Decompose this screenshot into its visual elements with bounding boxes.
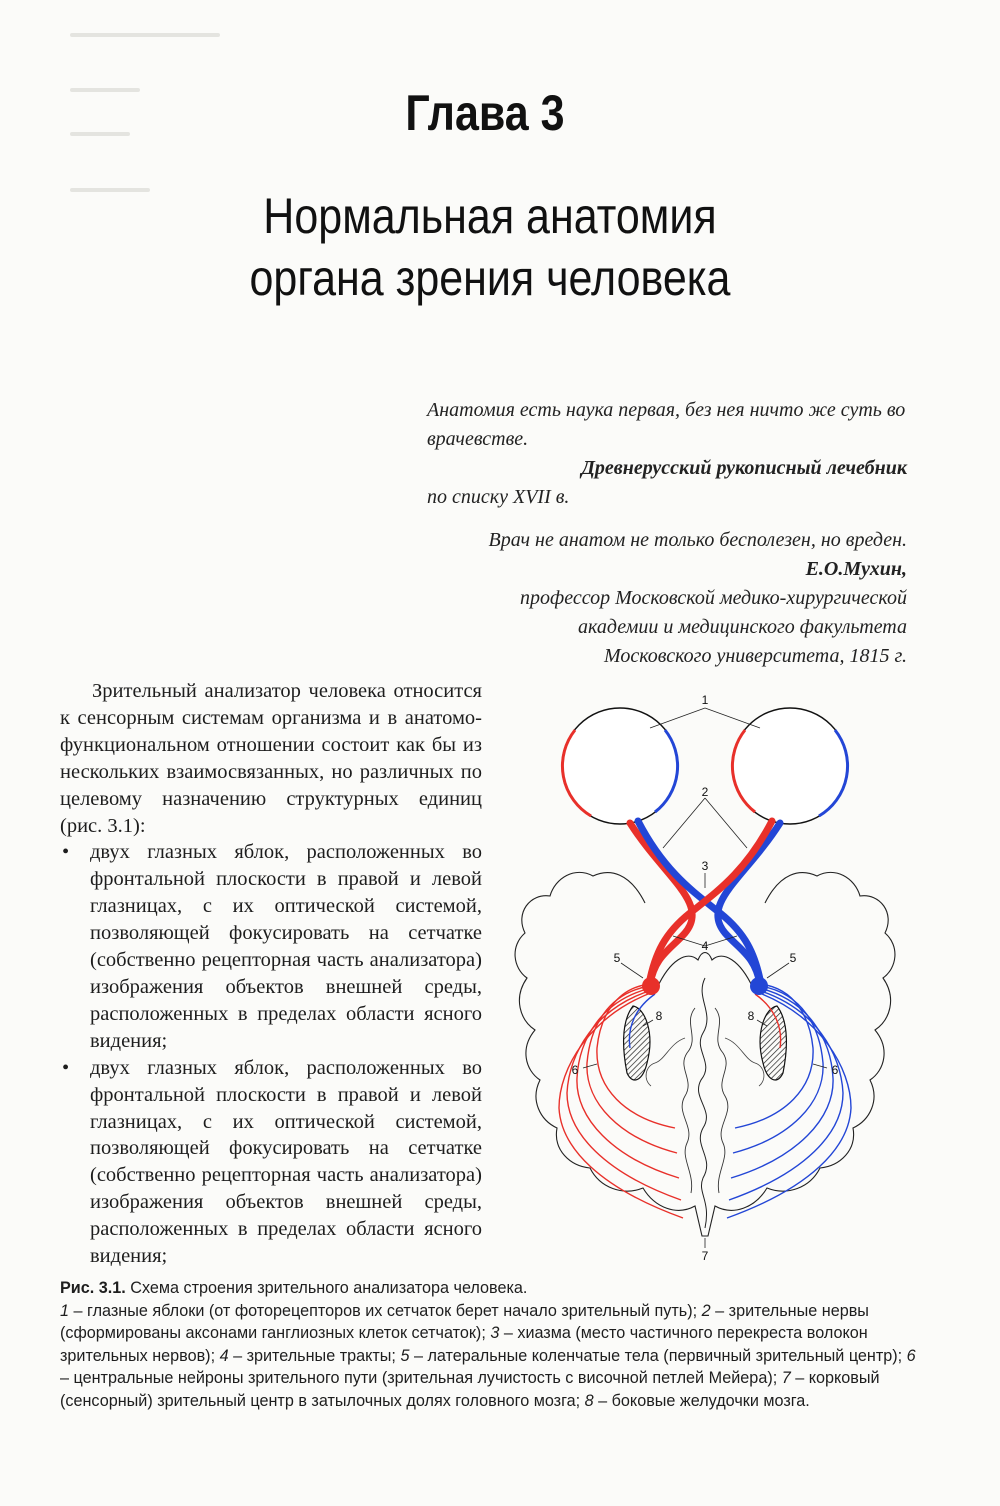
- label-3: 3: [701, 859, 709, 873]
- legend-number: 4: [219, 1346, 229, 1365]
- intro-paragraph: Зрительный анализатор человека относится к сенсорным системам организма и в анатомо-функциональном отношении состоит как бы из нескольких взаимосвязанных, но различных по целевому назначению структурных единиц (рис. 3.1):: [60, 680, 482, 837]
- legend-dash: –: [409, 1346, 428, 1365]
- optic-nerve-right-blue: [718, 823, 780, 984]
- midline-gyrus: [725, 1038, 764, 1086]
- legend-dash: –: [790, 1369, 809, 1388]
- chapter-title-line: Нормальная анатомия: [263, 188, 717, 244]
- bullet-list: [60, 839, 482, 1270]
- epigraph-note: по списку XVII в.: [427, 486, 570, 508]
- chapter-title: [69, 185, 912, 309]
- list-item-text: двух глазных яблок, расположенных во фронтальной плоскости в правой и левой глазницах, с их оптической системой, позволяющей фокусировать на сетчатке (собственно рецепторная часть анализатора) изображения объектов внешней среды, расположенных в пределах области ясного видения;: [90, 1056, 482, 1268]
- midline-sulcus: [698, 978, 706, 1228]
- legend-text: зрительные тракты;: [246, 1346, 396, 1365]
- leader-line: [621, 963, 643, 978]
- legend-dash: –: [593, 1391, 612, 1410]
- optic-radiation-fiber: [567, 990, 681, 1200]
- epigraph-author: Е.О.Мухин,: [805, 558, 907, 580]
- legend-dash: –: [710, 1301, 729, 1320]
- bleed-through-mark: [70, 33, 220, 37]
- label-5-left: 5: [613, 951, 621, 965]
- legend-number: 2: [701, 1301, 711, 1320]
- midline-gyrus: [646, 1038, 685, 1086]
- midline-gyrus: [715, 1008, 728, 1193]
- legend-number: 3: [490, 1324, 500, 1343]
- label-5-right: 5: [789, 951, 797, 965]
- chapter-label: Глава 3: [405, 85, 565, 141]
- optic-radiation-fiber: [727, 992, 851, 1218]
- list-item-text: двух глазных яблок, расположенных во фронтальной плоскости в правой и левой глазницах, с их оптической системой, позволяющей фокусировать на сетчатке (собственно рецепторная часть анализатора) изображения объектов внешней среды, расположенных в пределах области ясного видения;: [90, 841, 482, 1052]
- leader-line: [650, 708, 705, 728]
- label-4: 4: [701, 939, 709, 953]
- list-item: [60, 1055, 482, 1270]
- midline-gyrus: [682, 1008, 695, 1193]
- brainstem-outline: [657, 953, 753, 989]
- label-8-right: 8: [747, 1009, 755, 1023]
- legend-number: 6: [906, 1346, 916, 1365]
- visual-pathway-diagram: [505, 688, 905, 1268]
- body-text: [60, 678, 482, 1270]
- caption-label: Рис. 3.1.: [60, 1279, 126, 1297]
- epigraph-1: [427, 396, 907, 512]
- label-2: 2: [701, 785, 709, 799]
- legend-text: центральные нейроны зрительного пути (зрительная лучистость с височной петлей Мейера);: [73, 1369, 778, 1388]
- epigraph-quote: Анатомия есть наука первая, без нея ничто же суть во врачевстве.: [427, 399, 906, 450]
- optic-radiation-right: [727, 984, 851, 1218]
- epigraph-author: Древнерусский рукописный лечебник: [581, 457, 907, 479]
- bullet-marker: •: [62, 1056, 70, 1079]
- label-7: 7: [701, 1249, 709, 1263]
- list-item: [60, 839, 482, 1054]
- legend-number: 7: [781, 1369, 791, 1388]
- figure-caption: [60, 1277, 920, 1413]
- legend-dash: –: [499, 1324, 518, 1343]
- legend-number: 5: [400, 1346, 410, 1365]
- epigraph-note-line: Московского университета, 1815 г.: [603, 645, 907, 667]
- legend-text: глазные яблоки (от фоторецепторов их сетчаток берет начало зрительный путь);: [87, 1301, 698, 1320]
- optic-radiation-fiber: [559, 992, 683, 1218]
- legend-dash: –: [69, 1301, 88, 1320]
- caption-title: Схема строения зрительного анализатора человека.: [130, 1279, 528, 1297]
- leader-line: [705, 798, 747, 848]
- label-6-right: 6: [831, 1063, 839, 1077]
- lateral-ventricle-right: [760, 1006, 786, 1080]
- legend-number: 8: [584, 1391, 594, 1410]
- label-6-left: 6: [571, 1063, 579, 1077]
- epigraph-quote: Врач не анатом не только бесполезен, но вреден.: [488, 529, 907, 551]
- bullet-marker: •: [62, 841, 70, 864]
- optic-nerve-left-red: [630, 823, 692, 984]
- epigraph-note-line: академии и медицинского факультета: [577, 616, 907, 638]
- legend-dash: –: [228, 1346, 247, 1365]
- label-1: 1: [701, 693, 709, 707]
- legend-text: латеральные коленчатые тела (первичный зрительный центр);: [427, 1346, 903, 1365]
- brain-outline: [515, 872, 895, 1236]
- legend-text: корковый (сенсорный) зрительный центр в затылочных долях головного мозга;: [60, 1369, 880, 1410]
- lgn-left: [642, 977, 660, 995]
- optic-radiation-left: [559, 984, 683, 1218]
- figure-visual-pathway: [505, 688, 905, 1268]
- lateral-ventricle-left: [624, 1006, 650, 1080]
- label-8-left: 8: [655, 1009, 663, 1023]
- legend-number: 1: [60, 1301, 70, 1320]
- legend-dash: –: [60, 1369, 74, 1388]
- leader-line: [767, 963, 789, 978]
- optic-radiation-fiber: [729, 990, 843, 1200]
- lgn-right: [750, 977, 768, 995]
- legend-text: боковые желудочки мозга.: [611, 1391, 810, 1410]
- legend-text: зрительные нервы (сформированы аксонами ганглиозных клеток сетчаток);: [60, 1301, 869, 1343]
- epigraph-2: [387, 526, 907, 671]
- leader-line: [583, 1064, 597, 1068]
- leader-line: [813, 1064, 827, 1068]
- epigraph-note-line: профессор Московской медико-хирургической: [520, 587, 907, 609]
- legend-text: хиазма (место частичного перекреста волокон зрительных нервов);: [60, 1324, 868, 1365]
- leader-line: [705, 708, 760, 728]
- chapter-title-line: органа зрения человека: [249, 250, 731, 306]
- leader-line: [663, 798, 705, 848]
